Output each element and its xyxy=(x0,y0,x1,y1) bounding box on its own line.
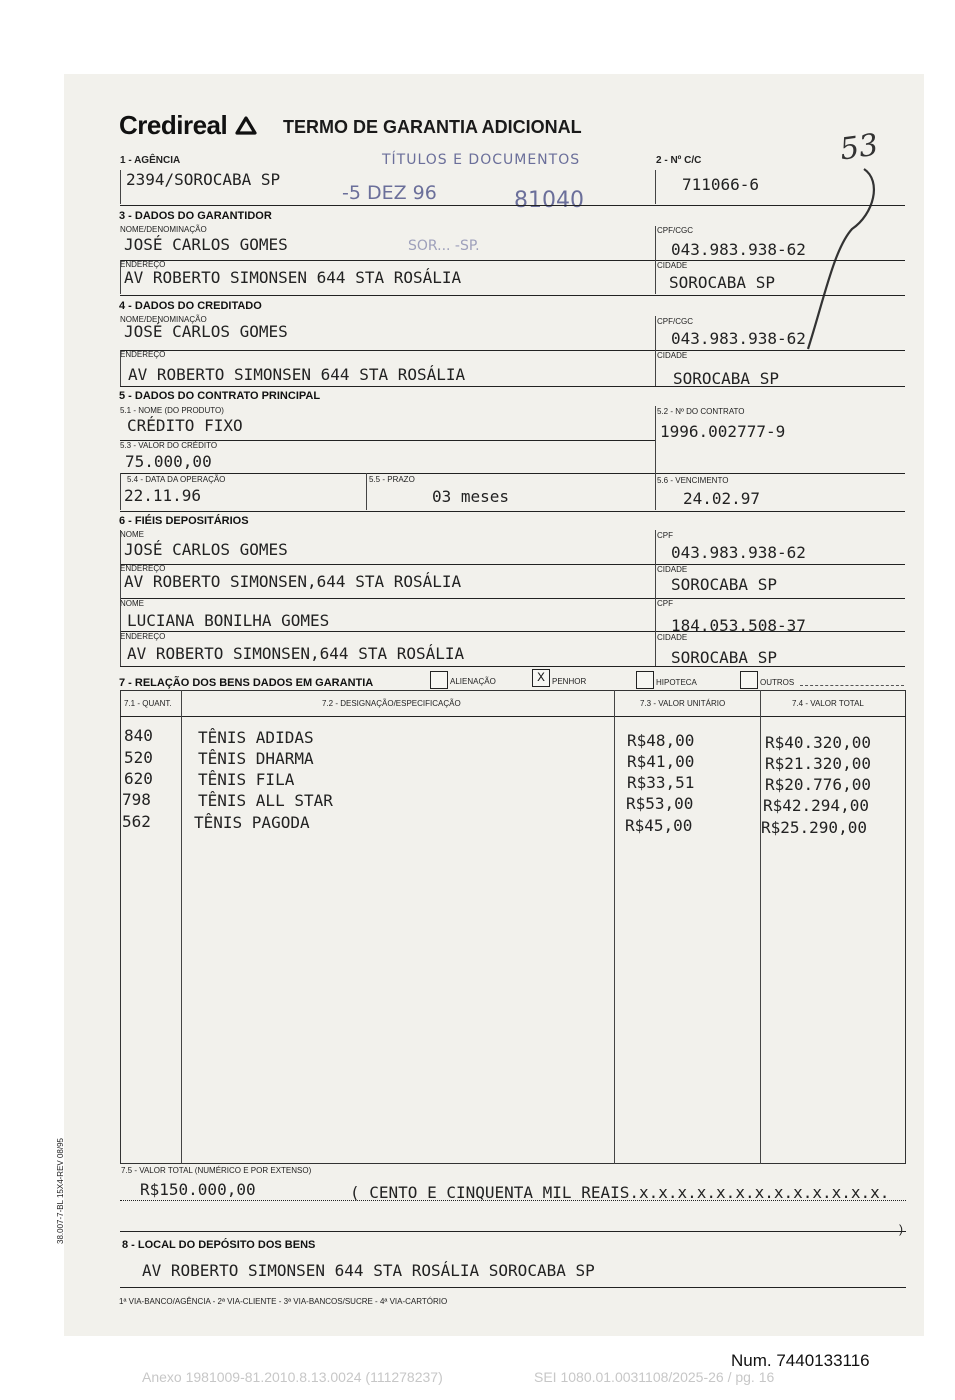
form-code: 38.007-7-BL 15X4-REV 08/95 xyxy=(56,1138,65,1244)
divider xyxy=(120,631,905,632)
prazo-label: 5.5 - PRAZO xyxy=(369,475,415,484)
divider xyxy=(120,1287,906,1288)
column-divider xyxy=(760,690,761,1164)
creditado-cidade: SOROCABA SP xyxy=(673,369,779,388)
bens-section-title: 7 - RELAÇÃO DOS BENS DADOS EM GARANTIA xyxy=(119,677,374,689)
garantidor-cpf-label: CPF/CGC xyxy=(657,226,693,235)
vias-text-line: 1ª VIA-BANCO/AGÊNCIA - 2ª VIA-CLIENTE - 3ª VIA-BANCOS/SUCRE - 4ª VIA-CARTÓRIO xyxy=(119,1297,448,1306)
row-unit: R$45,00 xyxy=(625,816,693,835)
divider xyxy=(120,530,121,666)
divider xyxy=(120,295,905,296)
document-number: Num. 7440133116 xyxy=(731,1351,870,1370)
garantidor-nome: JOSÉ CARLOS GOMES xyxy=(124,235,288,254)
row-desig: TÊNIS ALL STAR xyxy=(198,791,333,810)
divider xyxy=(366,473,367,510)
divider xyxy=(120,260,905,261)
table-header-divider xyxy=(120,716,906,717)
stamp-date: -5 DEZ 96 xyxy=(342,182,437,204)
divider xyxy=(655,530,656,666)
alienacao-checkbox[interactable] xyxy=(430,671,448,689)
vencimento-label: 5.6 - VENCIMENTO xyxy=(657,476,729,485)
stamp-city: SOR... -SP. xyxy=(408,238,480,254)
row-desig: TÊNIS DHARMA xyxy=(198,749,314,768)
garantidor-cidade: SOROCABA SP xyxy=(669,273,775,292)
form-title: TERMO DE GARANTIA ADICIONAL xyxy=(283,117,582,137)
creditado-nome: JOSÉ CARLOS GOMES xyxy=(124,322,288,341)
conta-label: 2 - Nº C/C xyxy=(656,155,702,166)
hipoteca-label: HIPOTECA xyxy=(656,678,697,687)
contrato-label: 5.2 - Nº DO CONTRATO xyxy=(657,407,745,416)
column-divider xyxy=(614,690,615,1164)
row-quant: 620 xyxy=(124,769,153,788)
divider xyxy=(655,170,656,204)
row-total: R$25.290,00 xyxy=(761,818,867,837)
garantidor-endereco: AV ROBERTO SIMONSEN 644 STA ROSÁLIA xyxy=(124,268,462,287)
depositario-2-nome-label: NOME xyxy=(120,599,144,608)
creditado-section-title: 4 - DADOS DO CREDITADO xyxy=(119,300,262,312)
stamp-titulos: TÍTULOS E DOCUMENTOS xyxy=(382,152,581,168)
hipoteca-checkbox[interactable] xyxy=(636,671,654,689)
stamp-number: 81040 xyxy=(514,188,584,213)
divider xyxy=(655,406,656,510)
data-operacao: 22.11.96 xyxy=(124,486,202,505)
agencia-label: 1 - AGÊNCIA xyxy=(120,155,181,166)
contrato-value: 1996.002777-9 xyxy=(660,422,786,441)
divider xyxy=(120,666,905,667)
depositario-1-cidade: SOROCABA SP xyxy=(671,575,777,594)
row-desig: TÊNIS ADIDAS xyxy=(198,728,314,747)
row-total: R$21.320,00 xyxy=(765,754,871,773)
footer-sei: SEI 1080.01.0031108/2025-26 / pg. 16 xyxy=(534,1369,775,1385)
row-quant: 562 xyxy=(122,812,151,831)
col-header-quant: 7.1 - QUANT. xyxy=(124,699,172,708)
data-operacao-label: 5.4 - DATA DA OPERAÇÃO xyxy=(127,475,226,484)
outros-checkbox[interactable] xyxy=(740,671,758,689)
divider xyxy=(120,350,905,351)
row-quant: 520 xyxy=(124,748,153,767)
col-header-desig: 7.2 - DESIGNAÇÃO/ESPECIFICAÇÃO xyxy=(322,699,461,708)
divider xyxy=(120,350,121,386)
depositario-1-cpf-label: CPF xyxy=(657,531,673,540)
prazo-value: 03 meses xyxy=(432,487,510,506)
row-unit: R$48,00 xyxy=(627,731,695,750)
outros-label: OUTROS xyxy=(760,678,795,687)
row-unit: R$33,51 xyxy=(627,773,695,792)
row-quant: 798 xyxy=(122,790,151,809)
divider xyxy=(120,1231,906,1232)
depositario-1-cpf: 043.983.938-62 xyxy=(671,543,806,562)
depositario-2-cidade-label: CIDADE xyxy=(657,633,688,642)
depositarios-section-title: 6 - FIÉIS DEPOSITÁRIOS xyxy=(119,515,249,527)
depositario-2-end-label: ENDEREÇO xyxy=(120,632,166,641)
brand-name: Credireal xyxy=(119,110,228,140)
valor-total-label: 7.5 - VALOR TOTAL (NUMÉRICO E POR EXTENSO) xyxy=(121,1166,312,1175)
valor-credito-label: 5.3 - VALOR DO CRÉDITO xyxy=(120,441,218,450)
divider xyxy=(655,226,656,294)
penhor-label: PENHOR xyxy=(552,677,587,686)
garantidor-nome-label: NOME/DENOMINAÇÃO xyxy=(120,225,207,234)
garantidor-cpf: 043.983.938-62 xyxy=(671,240,806,259)
depositario-2-cidade: SOROCABA SP xyxy=(671,648,777,667)
divider xyxy=(120,473,121,510)
divider xyxy=(120,473,905,474)
depositario-1-endereco: AV ROBERTO SIMONSEN,644 STA ROSÁLIA xyxy=(124,572,462,591)
outros-blank-line xyxy=(800,685,904,686)
footer-anexo: Anexo 1981009-81.2010.8.13.0024 (111278237) xyxy=(142,1369,443,1385)
depositario-2-nome: LUCIANA BONILHA GOMES xyxy=(127,611,330,630)
garantidor-cidade-label: CIDADE xyxy=(657,261,688,270)
valor-total-extenso: ( CENTO E CINQUENTA MIL REAIS.x.x.x.x.x.x.x.x.x.x.x.x.x. xyxy=(350,1183,890,1202)
depositario-2-endereco: AV ROBERTO SIMONSEN,644 STA ROSÁLIA xyxy=(127,644,465,663)
row-quant: 840 xyxy=(124,726,153,745)
depositario-2-cpf: 184.053.508-37 xyxy=(671,616,806,635)
divider xyxy=(120,386,905,387)
divider xyxy=(120,205,905,206)
row-total: R$20.776,00 xyxy=(765,775,871,794)
document-sheet xyxy=(56,74,924,1336)
creditado-end-label: ENDEREÇO xyxy=(120,350,166,359)
col-header-unit: 7.3 - VALOR UNITÁRIO xyxy=(640,699,726,708)
handwritten-number: 53 xyxy=(837,127,881,168)
divider xyxy=(120,564,905,565)
creditado-cpf-label: CPF/CGC xyxy=(657,317,693,326)
row-desig: TÊNIS FILA xyxy=(198,770,295,789)
creditado-endereco: AV ROBERTO SIMONSEN 644 STA ROSÁLIA xyxy=(128,365,466,384)
contrato-section-title: 5 - DADOS DO CONTRATO PRINCIPAL xyxy=(119,390,321,402)
bracket-close: ) xyxy=(899,1222,903,1236)
divider xyxy=(120,170,121,204)
creditado-cpf: 043.983.938-62 xyxy=(671,329,806,348)
valor-total-numerico: R$150.000,00 xyxy=(140,1180,256,1199)
creditado-nome-label: NOME/DENOMINAÇÃO xyxy=(120,315,207,324)
row-total: R$40.320,00 xyxy=(765,733,871,752)
vencimento-value: 24.02.97 xyxy=(683,489,761,508)
produto-value: CRÉDITO FIXO xyxy=(127,416,243,435)
divider xyxy=(120,511,905,512)
brand-logo xyxy=(119,110,254,141)
depositario-1-end-label: ENDEREÇO xyxy=(120,564,166,573)
divider xyxy=(120,598,905,599)
valor-credito: 75.000,00 xyxy=(125,452,212,471)
brand-triangle-icon xyxy=(235,116,257,136)
local-section-title: 8 - LOCAL DO DEPÓSITO DOS BENS xyxy=(122,1239,316,1251)
row-total: R$42.294,00 xyxy=(763,796,869,815)
agencia-value: 2394/SOROCABA SP xyxy=(126,170,281,189)
conta-value: 711066-6 xyxy=(682,175,760,194)
depositario-2-cpf-label: CPF xyxy=(657,599,673,608)
divider xyxy=(120,260,121,294)
col-header-total: 7.4 - VALOR TOTAL xyxy=(792,699,864,708)
handwritten-slash-mark xyxy=(794,159,884,359)
row-unit: R$53,00 xyxy=(626,794,694,813)
divider xyxy=(655,316,656,386)
garantidor-end-label: ENDEREÇO xyxy=(120,260,166,269)
row-unit: R$41,00 xyxy=(627,752,695,771)
depositario-1-nome-label: NOME xyxy=(120,530,144,539)
column-divider xyxy=(181,690,182,1164)
garantidor-section-title: 3 - DADOS DO GARANTIDOR xyxy=(119,210,272,222)
creditado-cidade-label: CIDADE xyxy=(657,351,688,360)
row-desig: TÊNIS PAGODA xyxy=(194,813,310,832)
produto-label: 5.1 - NOME (DO PRODUTO) xyxy=(120,406,224,415)
local-deposito: AV ROBERTO SIMONSEN 644 STA ROSÁLIA SOROCABA SP xyxy=(142,1261,595,1280)
alienacao-label: ALIENAÇÃO xyxy=(450,677,496,686)
depositario-1-nome: JOSÉ CARLOS GOMES xyxy=(124,540,288,559)
penhor-checkbox[interactable]: X xyxy=(532,669,550,687)
extenso-line xyxy=(120,1200,906,1201)
depositario-1-cidade-label: CIDADE xyxy=(657,565,688,574)
